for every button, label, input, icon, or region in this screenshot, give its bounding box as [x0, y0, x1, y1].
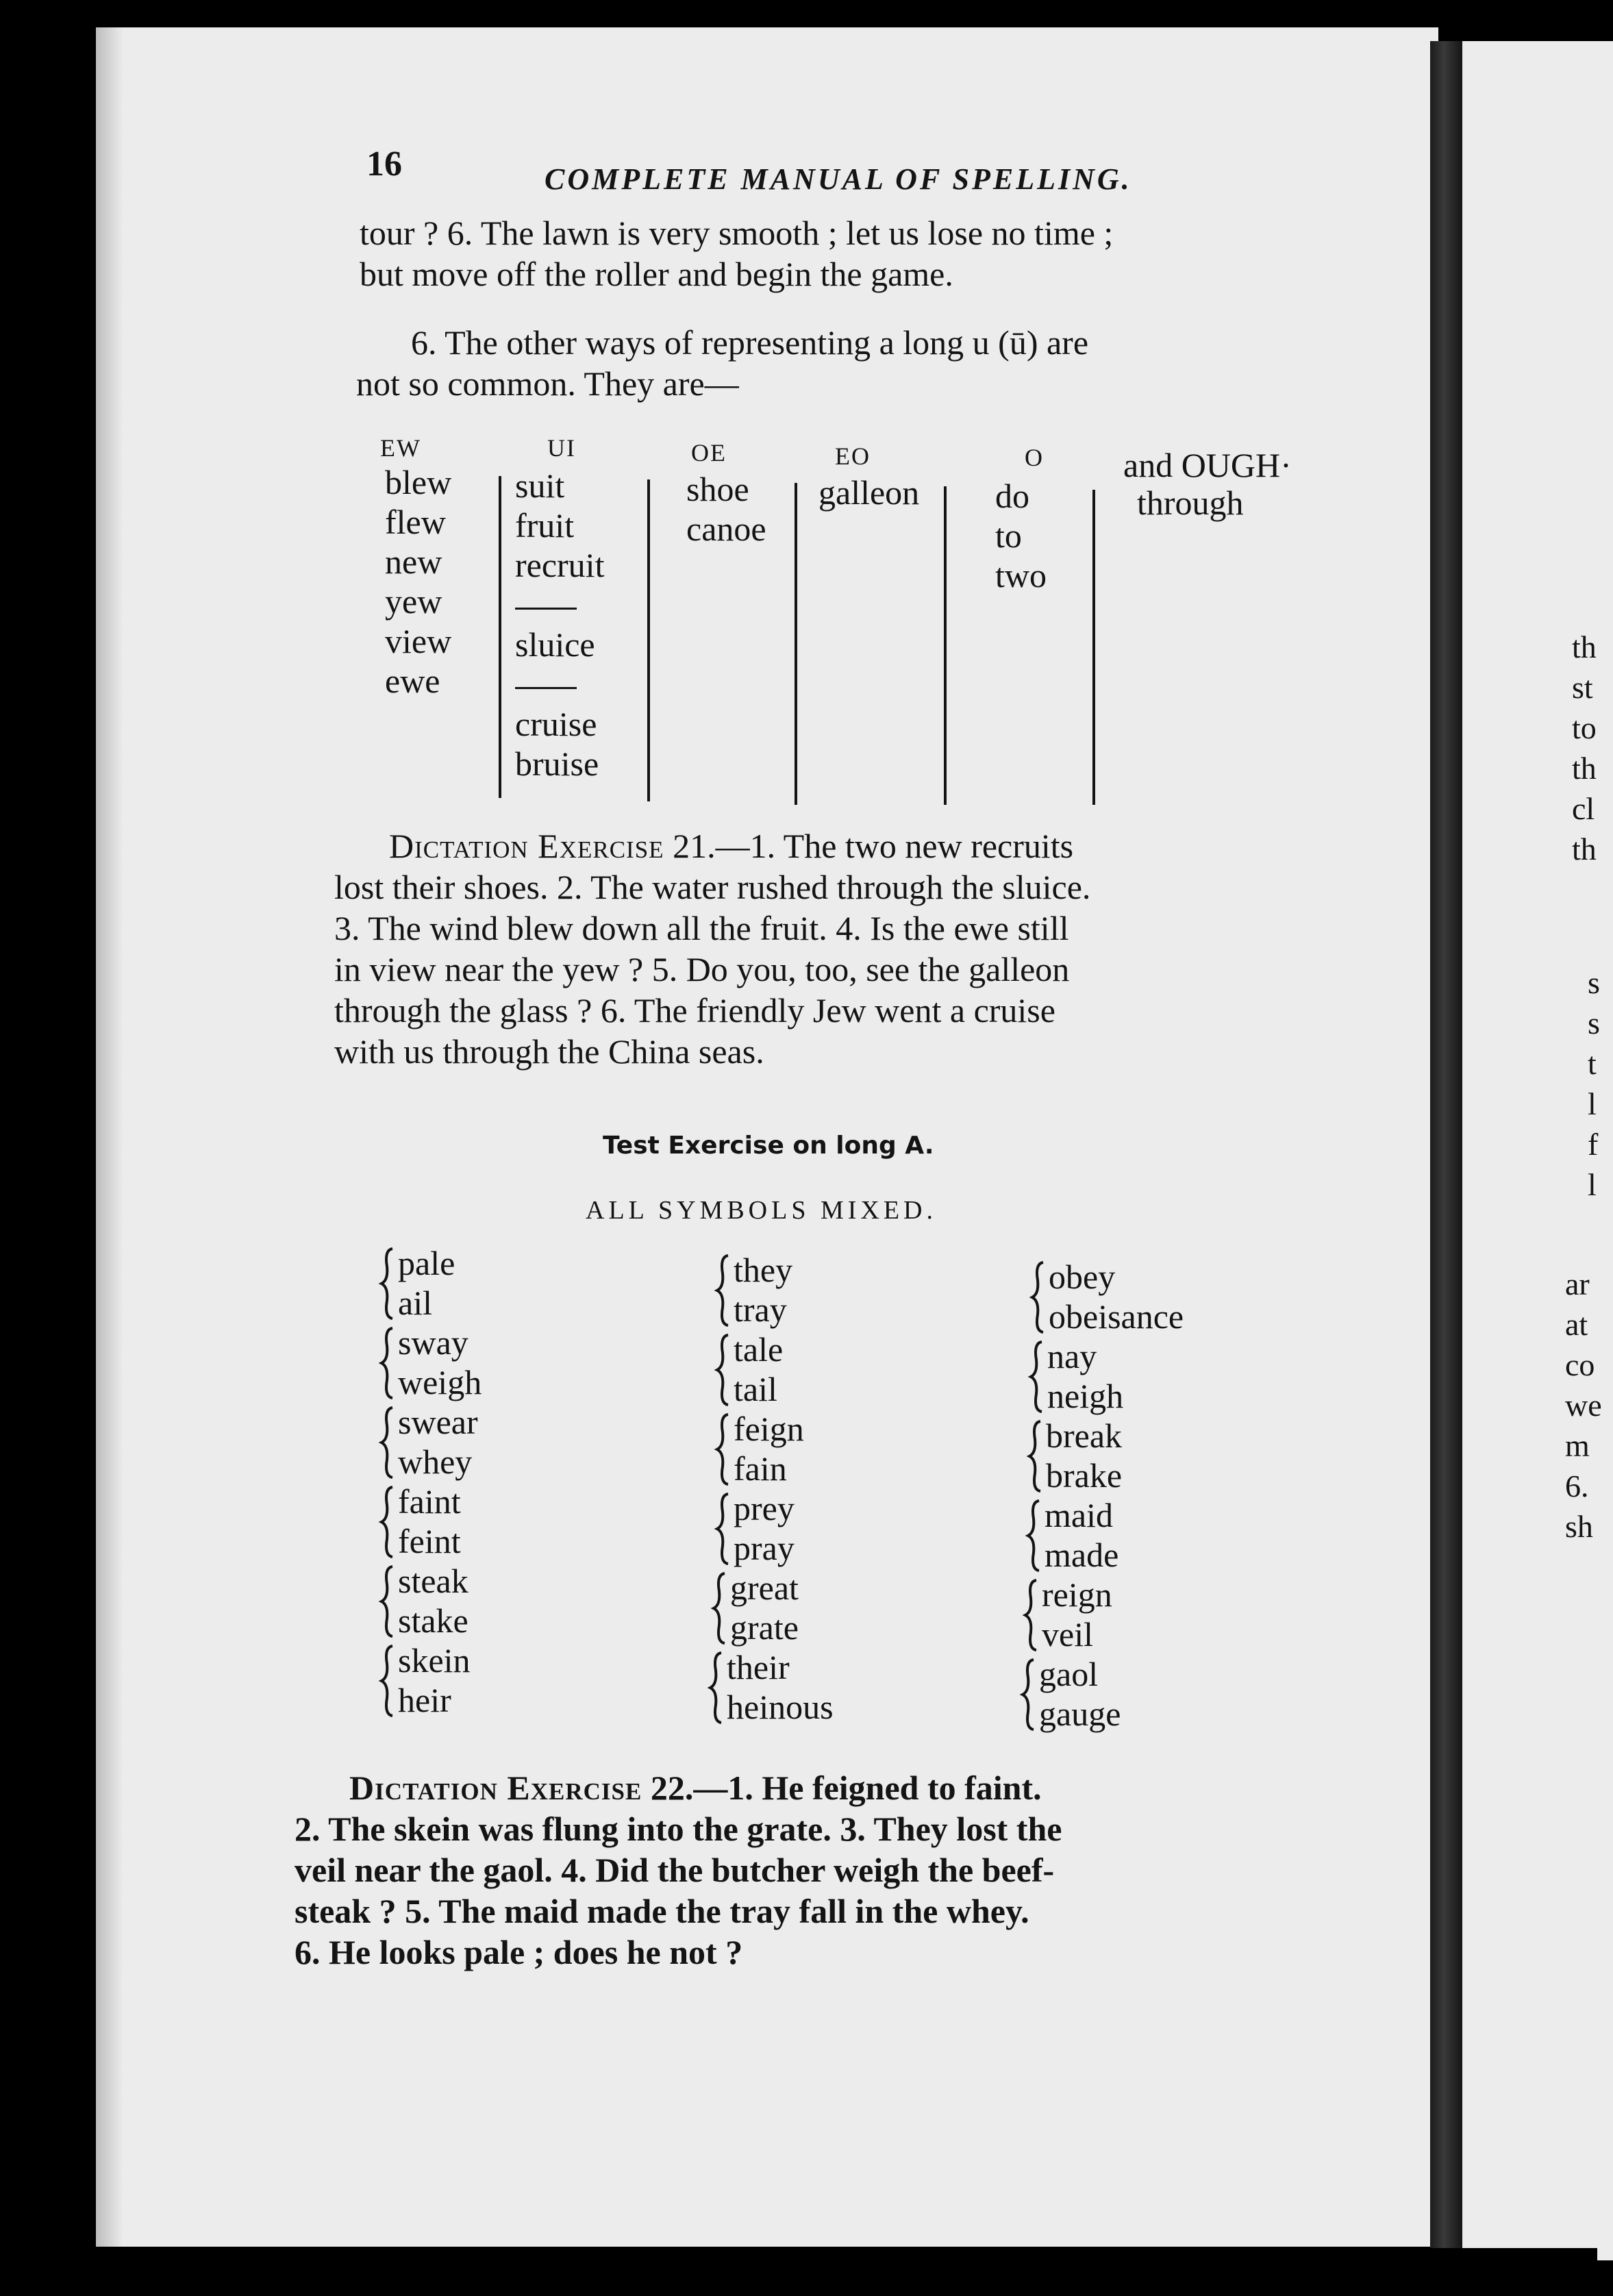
pair-word: gaol [1039, 1655, 1099, 1693]
column-divider [1092, 490, 1095, 805]
table-word: recruit [515, 546, 605, 584]
fragment: m [1565, 1428, 1590, 1463]
pair-word: break [1046, 1417, 1123, 1455]
spelling-table [370, 428, 1315, 805]
text-line: 2. The skein was flung into the grate. 3. They lost the [295, 1810, 1062, 1848]
pair-word: sway [398, 1323, 468, 1362]
table-word: through [1137, 484, 1244, 522]
fragment: th [1572, 832, 1597, 866]
pair-word: pale [398, 1244, 455, 1282]
word-pairs-grid [380, 1243, 1271, 1750]
pair-word: tale [734, 1330, 784, 1369]
text-line: tour ? 6. The lawn is very smooth ; let us lose no time ; [360, 214, 1114, 252]
table-word: do [995, 477, 1029, 515]
facing-page-text-middle [1588, 962, 1600, 1205]
column-ew-words [385, 462, 451, 701]
table-word: bruise [515, 745, 599, 783]
text-line: not so common. They are— [356, 364, 739, 403]
page-edge-shadow [96, 27, 123, 2247]
text-line: steak ? 5. The maid made the tray fall in the whey. [295, 1892, 1029, 1930]
table-separator [515, 585, 604, 625]
dictation-exercise-22 [295, 1767, 1062, 1973]
pair-word: weigh [398, 1363, 482, 1401]
exercise-label: Dictation Exercise [389, 827, 664, 865]
fragment: ar [1565, 1266, 1590, 1301]
pair-word: pray [734, 1529, 795, 1567]
table-word: ewe [385, 662, 440, 700]
pair-word: grate [730, 1608, 799, 1647]
pair-word: skein [398, 1641, 471, 1680]
text-line: 6. The other ways of representing a long u (ū) are [411, 323, 1089, 362]
fragment: to [1572, 710, 1597, 745]
text-line: veil near the gaol. 4. Did the butcher weigh the beef- [295, 1851, 1055, 1889]
text-line: through the glass ? 6. The friendly Jew went a cruise [334, 991, 1055, 1030]
column-divider [499, 476, 501, 798]
fragment: l [1588, 1086, 1597, 1121]
column-divider [647, 479, 650, 801]
dictation-exercise-21 [334, 825, 1090, 1072]
page-number: 16 [366, 145, 402, 184]
pair-word: neigh [1047, 1377, 1124, 1415]
running-head-title: COMPLETE MANUAL OF SPELLING. [545, 162, 1132, 196]
text-line: 6. He looks pale ; does he not ? [295, 1933, 743, 1971]
pair-word: swear [398, 1403, 478, 1441]
pair-word: veil [1042, 1615, 1093, 1654]
column-header-ew: EW [380, 434, 421, 462]
column-oe-words [686, 469, 766, 549]
pair-word: obey [1049, 1258, 1116, 1296]
pair-word: nay [1047, 1337, 1097, 1375]
pair-word: faint [398, 1482, 461, 1521]
table-word: cruise [515, 705, 597, 743]
column-o-words [995, 476, 1047, 595]
fragment: 6. [1565, 1469, 1589, 1503]
pair-word: feign [734, 1410, 804, 1448]
table-word: shoe [686, 470, 749, 508]
table-word: to [995, 516, 1022, 555]
exercise-label: Dictation Exercise [349, 1769, 642, 1807]
section-6-text [356, 322, 1088, 404]
table-word: sluice [515, 625, 595, 664]
table-word: suit [515, 466, 565, 505]
column-header-oe: OE [691, 439, 727, 466]
fragment: co [1565, 1347, 1595, 1382]
fragment: we [1565, 1388, 1602, 1423]
pair-word: great [730, 1569, 799, 1607]
column-eo-words [818, 473, 919, 512]
fragment: s [1588, 965, 1600, 1000]
table-word: canoe [686, 510, 766, 548]
test-exercise-subheading: ALL SYMBOLS MIXED. [586, 1196, 937, 1225]
text-line [295, 1767, 1062, 1808]
text-line-content: 22.—1. He feigned to faint. [650, 1769, 1042, 1807]
pair-word: fain [734, 1449, 787, 1488]
pair-word: gauge [1039, 1695, 1121, 1733]
intro-text [360, 212, 1113, 295]
fragment: sh [1565, 1509, 1593, 1544]
text-line: in view near the yew ? 5. Do you, too, see the galleon [334, 950, 1070, 988]
test-exercise-heading: Test Exercise on long A. [603, 1132, 934, 1160]
pair-word: heinous [727, 1688, 834, 1726]
fragment: s [1588, 1006, 1600, 1040]
pair-word: tail [734, 1370, 777, 1408]
table-word: galleon [818, 473, 920, 512]
column-header-o: O [1025, 444, 1044, 471]
fragment: f [1588, 1127, 1599, 1162]
pair-word: ail [398, 1284, 432, 1322]
table-word: new [385, 542, 442, 581]
pair-word: tray [734, 1290, 787, 1329]
pair-word: stake [398, 1601, 468, 1640]
book-gutter [1430, 41, 1464, 2254]
pair-word: maid [1045, 1496, 1113, 1534]
pair-word: heir [398, 1681, 451, 1719]
column-ough-words [1137, 483, 1244, 523]
fragment: th [1572, 629, 1597, 664]
fragment: cl [1572, 791, 1595, 826]
column-header-eo: EO [835, 442, 871, 470]
pair-word: whey [398, 1443, 473, 1481]
text-line: lost their shoes. 2. The water rushed through the sluice. [334, 868, 1091, 906]
fragment: th [1572, 751, 1597, 786]
scan-border [0, 2248, 1597, 2296]
table-word: fruit [515, 506, 575, 545]
table-separator [515, 664, 604, 704]
pair-word: feint [398, 1522, 461, 1560]
text-line [334, 825, 1090, 866]
facing-page-text-bottom [1565, 1264, 1602, 1547]
pair-word: made [1045, 1536, 1119, 1574]
fragment: at [1565, 1307, 1588, 1342]
column-ui-words [515, 466, 604, 784]
pair-word: steak [398, 1562, 468, 1600]
table-word: view [385, 622, 452, 660]
column-header-ough: and OUGH· [1123, 446, 1292, 484]
text-line: but move off the roller and begin the game. [360, 255, 953, 293]
column-divider [795, 483, 797, 805]
table-word: yew [385, 582, 442, 621]
text-line: with us through the China seas. [334, 1032, 764, 1071]
facing-page-text-top [1572, 627, 1597, 869]
fragment: t [1588, 1046, 1597, 1081]
fragment: l [1588, 1167, 1597, 1202]
pair-word: reign [1042, 1575, 1112, 1614]
table-word: blew [385, 463, 452, 501]
column-header-ui: UI [547, 434, 576, 462]
table-word: two [995, 556, 1047, 595]
pair-word: they [734, 1251, 793, 1289]
pair-word: their [727, 1648, 790, 1686]
text-line: 3. The wind blew down all the fruit. 4. Is the ewe still [334, 909, 1069, 947]
pair-word: obeisance [1049, 1297, 1184, 1336]
pair-word: brake [1046, 1456, 1123, 1495]
text-line-content: 21.—1. The two new recruits [673, 827, 1074, 865]
pair-word: prey [734, 1489, 795, 1527]
table-word: flew [385, 503, 446, 541]
fragment: st [1572, 670, 1593, 705]
column-divider [944, 486, 947, 805]
